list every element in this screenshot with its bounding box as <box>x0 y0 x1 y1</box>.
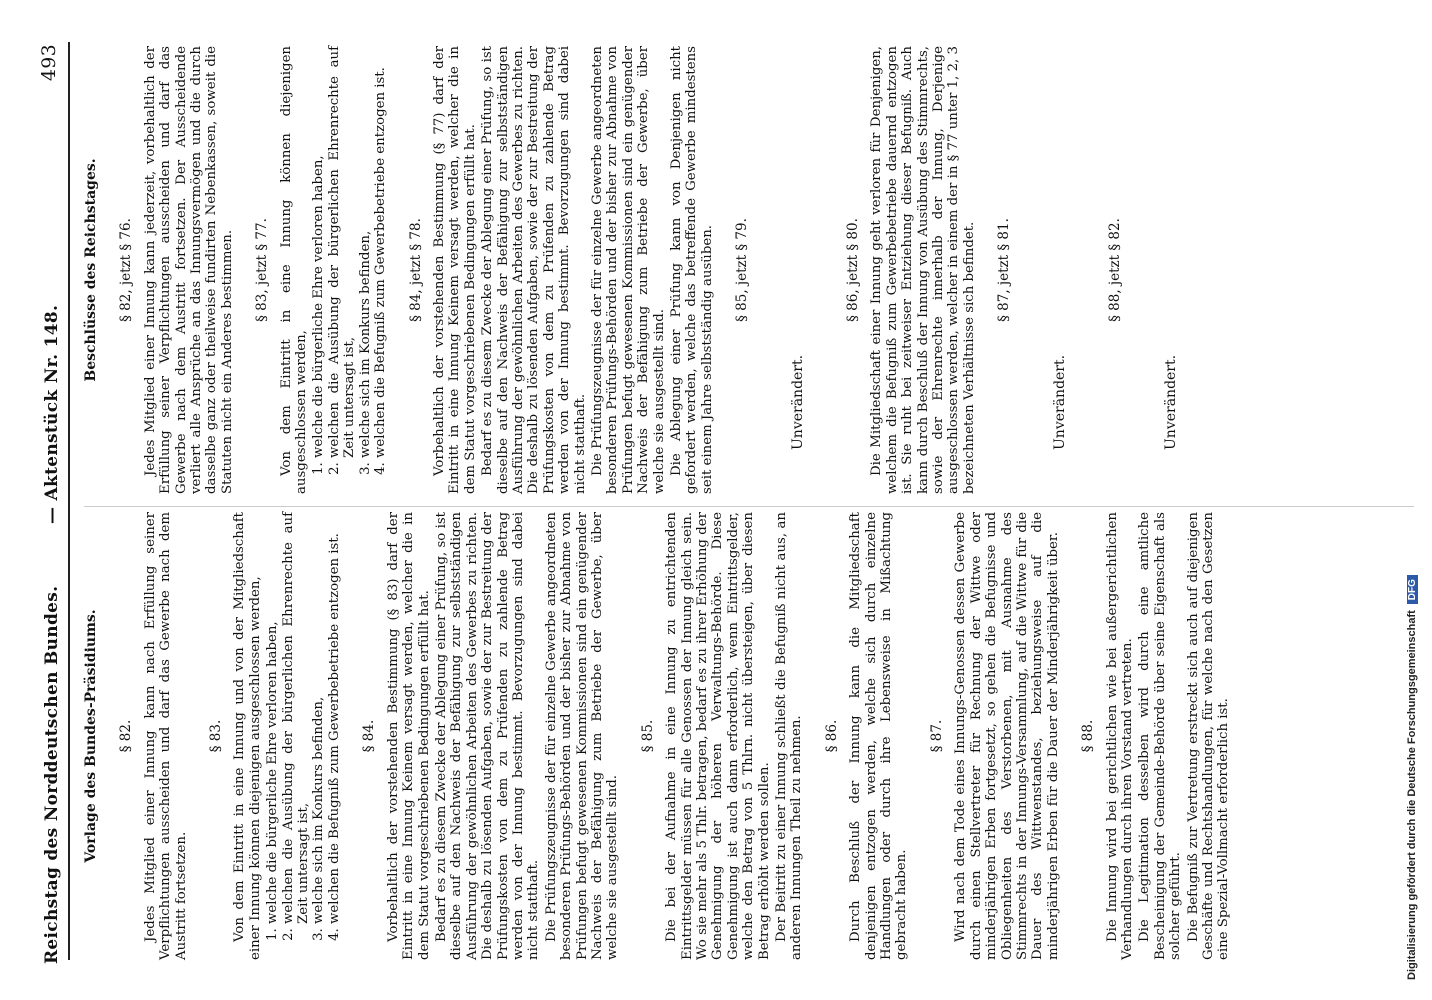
list-item: 2. welchen die Ausübung der bürgerlichen Ehrenrechte auf Zeit untersagt ist, <box>281 512 312 924</box>
unchanged-note: Unverändert. <box>789 354 806 450</box>
numbered-list <box>311 46 388 476</box>
paragraph: Die Legitimation desselben wird durch eine amtliche Bescheinigung der Gemeinde-Behörde über seine Eigenschaft als solcher geführt. <box>1137 512 1184 960</box>
section-heading: § 87. <box>928 719 945 753</box>
paragraph: Die Mitgliedschaft einer Innung geht verloren für Denjenigen, welchem die Befugniß zum Gewerbebetriebe dauernd entzogen ist. Sie ruht bei zeitweiser Entziehung dieser Befugniß. Auch kann durch Beschluß der Innung von Ausübung des Stimmrechts, sowie der Ehrenrechte innerhalb der Innung, Derjenige ausgeschlossen werden, welcher in einem der in § 77 unter 1, 2, 3 bezeichneten Verhältnisse sich befindet. <box>869 46 977 494</box>
column-divider <box>84 506 1414 507</box>
list-item: 1. welche die bürgerliche Ehre verloren haben, <box>311 46 326 458</box>
paragraph: Jedes Mitglied einer Innung kann jederzeit, vorbehaltlich der Erfüllung seiner Verpflichtungen ausscheiden und darf das Gewerbe nach dem Austritt fortsetzen. Der Ausscheidende verliert alle Ansprüche an das Innungsvermögen und die durch dasselbe ganz oder theilweise fundirten Nebenkassen, soweit die Statuten nicht ein Anderes bestimmen. <box>142 46 235 494</box>
dfg-logo: DFG <box>1407 575 1418 604</box>
paragraph: Von dem Eintritt in eine Innung und von der Mitgliedschaft einer Innung können diejenigen ausgeschlossen werden, <box>232 512 263 960</box>
section-heading: § 82. <box>118 719 135 753</box>
header-rule <box>68 42 70 960</box>
paragraph: Vorbehaltlich der vorstehenden Bestimmung (§ 77) darf der Eintritt in eine Innung Keinem versagt werden, welcher die in dem Statut vorgeschriebenen Bedingungen erfüllt hat. <box>431 46 478 494</box>
paragraph: Von dem Eintritt in eine Innung können diejenigen ausgeschlossen werden, <box>278 46 310 494</box>
left-column <box>84 512 1414 960</box>
section-heading: § 84, jetzt § 78. <box>407 218 424 322</box>
section-heading: § 84. <box>361 719 378 753</box>
paragraph: Die bei der Aufnahme in eine Innung zu entrichtenden Eintrittsgelder müssen für alle Genossen der Innung gleich sein. Wo sie mehr als 5 Thlr. betragen, bedarf es zu ihrer Erhöhung der Genehmigung der höheren Verwaltungs-Behörde. Diese Genehmigung ist auch dann erforderlich, wenn Eintrittsgelder, welche den Betrag von 5 Thlrn. nicht übersteigen, über diesen Betrag erhöht werden sollen. <box>664 512 772 960</box>
paragraph: Die Ablegung einer Prüfung kann von Denjenigen nicht gefordert werden, welche das betreffende Gewerbe mindestens seit einem Jahre selbstständig ausüben. <box>669 46 715 494</box>
section-heading: § 85. <box>639 719 656 753</box>
page-header <box>38 44 68 964</box>
paragraph: Durch Beschluß der Innung kann die Mitgliedschaft denjenigen entzogen werden, welche sich durch einzelne Handlungen oder durch ihre Lebensweise in Mißachtung gebracht haben. <box>848 512 910 960</box>
header-left: Reichstag des Norddeutschen Bundes. <box>42 585 62 964</box>
paragraph: Die Prüfungszeugnisse der für einzelne Gewerbe angeordneten besonderen Prüfungs-Behörden und der bisher zur Abnahme von Prüfungen befugt gewesenen Kommissionen sind ein genügender Nachweis der Befähigung zum Betriebe der Gewerbe, über welche sie ausgestellt sind. <box>589 46 667 494</box>
unchanged-note: Unverändert. <box>1051 354 1068 450</box>
paragraph: Die Innung wird bei gerichtlichen wie bei außergerichtlichen Verhandlungen durch ihren Vorstand vertreten. <box>1104 512 1135 960</box>
unchanged-note: Unverändert. <box>1162 354 1179 450</box>
paragraph: Der Beitritt zu einer Innung schließt die Befugniß nicht aus, an anderen Innungen Theil zu nehmen. <box>774 512 805 960</box>
header-center: — Aktenstück Nr. 148. <box>42 304 62 524</box>
list-item: 2. welchen die Ausübung der bürgerlichen Ehrenrechte auf Zeit untersagt ist, <box>327 46 358 458</box>
section-heading: § 82, jetzt § 76. <box>118 218 135 322</box>
right-column-heading: Beschlüsse des Reichstages. <box>83 158 99 382</box>
section-heading: § 83, jetzt § 77. <box>254 218 271 322</box>
section-heading: § 86, jetzt § 80. <box>845 218 862 322</box>
page-number: 493 <box>38 44 60 82</box>
paragraph: Jedes Mitglied einer Innung kann nach Erfüllung seiner Verpflichtungen ausscheiden und darf das Gewerbe nach dem Austritt fortsetzen. <box>142 512 189 960</box>
list-item: 1. welche die bürgerliche Ehre verloren haben, <box>265 512 280 924</box>
funding-sidenote <box>1406 20 1426 980</box>
list-item: 3. welche sich im Konkurs befinden, <box>311 512 326 924</box>
section-heading: § 88. <box>1080 719 1097 753</box>
paragraph: Bedarf es zu diesem Zwecke der Ablegung einer Prüfung, so ist dieselbe auf den Nachweis der Befähigung zur selbstständigen Ausführung der gewöhnlichen Arbeiten des Gewerbes zu richten. Die deshalb zu lösenden Aufgaben, sowie der zur Bestreitung der Prüfungskosten von dem zu Prüfenden zu zahlende Betrag werden von der Innung bestimmt. Bevorzugungen sind dabei nicht statthaft. <box>480 46 588 494</box>
section-heading: § 83. <box>208 719 225 753</box>
section-heading: § 85, jetzt § 79. <box>734 218 751 322</box>
section-heading: § 88, jetzt § 82. <box>1107 218 1124 322</box>
paragraph: Die Prüfungszeugnisse der für einzelne Gewerbe angeordneten besonderen Prüfungs-Behörden und der bisher zur Abnahme von Prüfungen befugt gewesenen Kommissionen sind ein genügender Nachweis der Befähigung zum Betriebe der Gewerbe, über welche sie ausgestellt sind. <box>543 512 621 960</box>
paragraph: Bedarf es zu diesem Zwecke der Ablegung einer Prüfung, so ist dieselbe auf den Nachweis der Befähigung zur selbstständigen Ausführung der gewöhnlichen Arbeiten des Gewerbes zu richten. Die deshalb zu lösenden Aufgaben, sowie der zur Bestreitung der Prüfungskosten von dem zu Prüfenden zu zahlende Betrag werden von der Innung bestimmt. Bevorzugungen sind dabei nicht statthaft. <box>433 512 542 960</box>
numbered-list <box>265 512 342 942</box>
section-heading: § 86. <box>823 719 840 753</box>
paragraph: Die Befugniß zur Vertretung erstreckt sich auch auf diejenigen Geschäfte und Rechtshandlungen, für welche nach den Gesetzen eine Spezial-Vollmacht erforderlich ist. <box>1185 512 1232 960</box>
list-item: 4. welchen die Befugniß zum Gewerbebetriebe entzogen ist. <box>327 512 342 924</box>
right-column <box>84 46 1414 494</box>
paragraph: Wird nach dem Tode eines Innungs-Genossen dessen Gewerbe durch einen Stellvertreter für Rechnung der Wittwe oder minderjährigen Erben fortgesetzt, so gehen die Befugnisse und Obliegenheiten des Verstorbenen, mit Ausnahme des Stimmrechts in der Innungs-Versammlung, auf die Wittwe für die Dauer des Wittwenstandes, beziehungsweise auf die minderjährigen Erben für die Dauer der Minderjährigkeit über. <box>953 512 1061 960</box>
left-column-heading: Vorlage des Bundes-Präsidiums. <box>83 609 99 863</box>
list-item: 3. welche sich im Konkurs befinden, <box>358 46 373 458</box>
funding-text: Digitalisierung gefördert durch die Deutsche Forschungsgemeinschaft <box>1406 610 1418 980</box>
list-item: 4. welchen die Befugniß zum Gewerbebetriebe entzogen ist. <box>373 46 388 458</box>
paragraph: Vorbehaltlich der vorstehenden Bestimmung (§ 83) darf der Eintritt in eine Innung Keinem versagt werden, welcher die in dem Statut vorgeschriebenen Bedingungen erfüllt hat. <box>385 512 432 960</box>
section-heading: § 87, jetzt § 81. <box>996 218 1013 322</box>
